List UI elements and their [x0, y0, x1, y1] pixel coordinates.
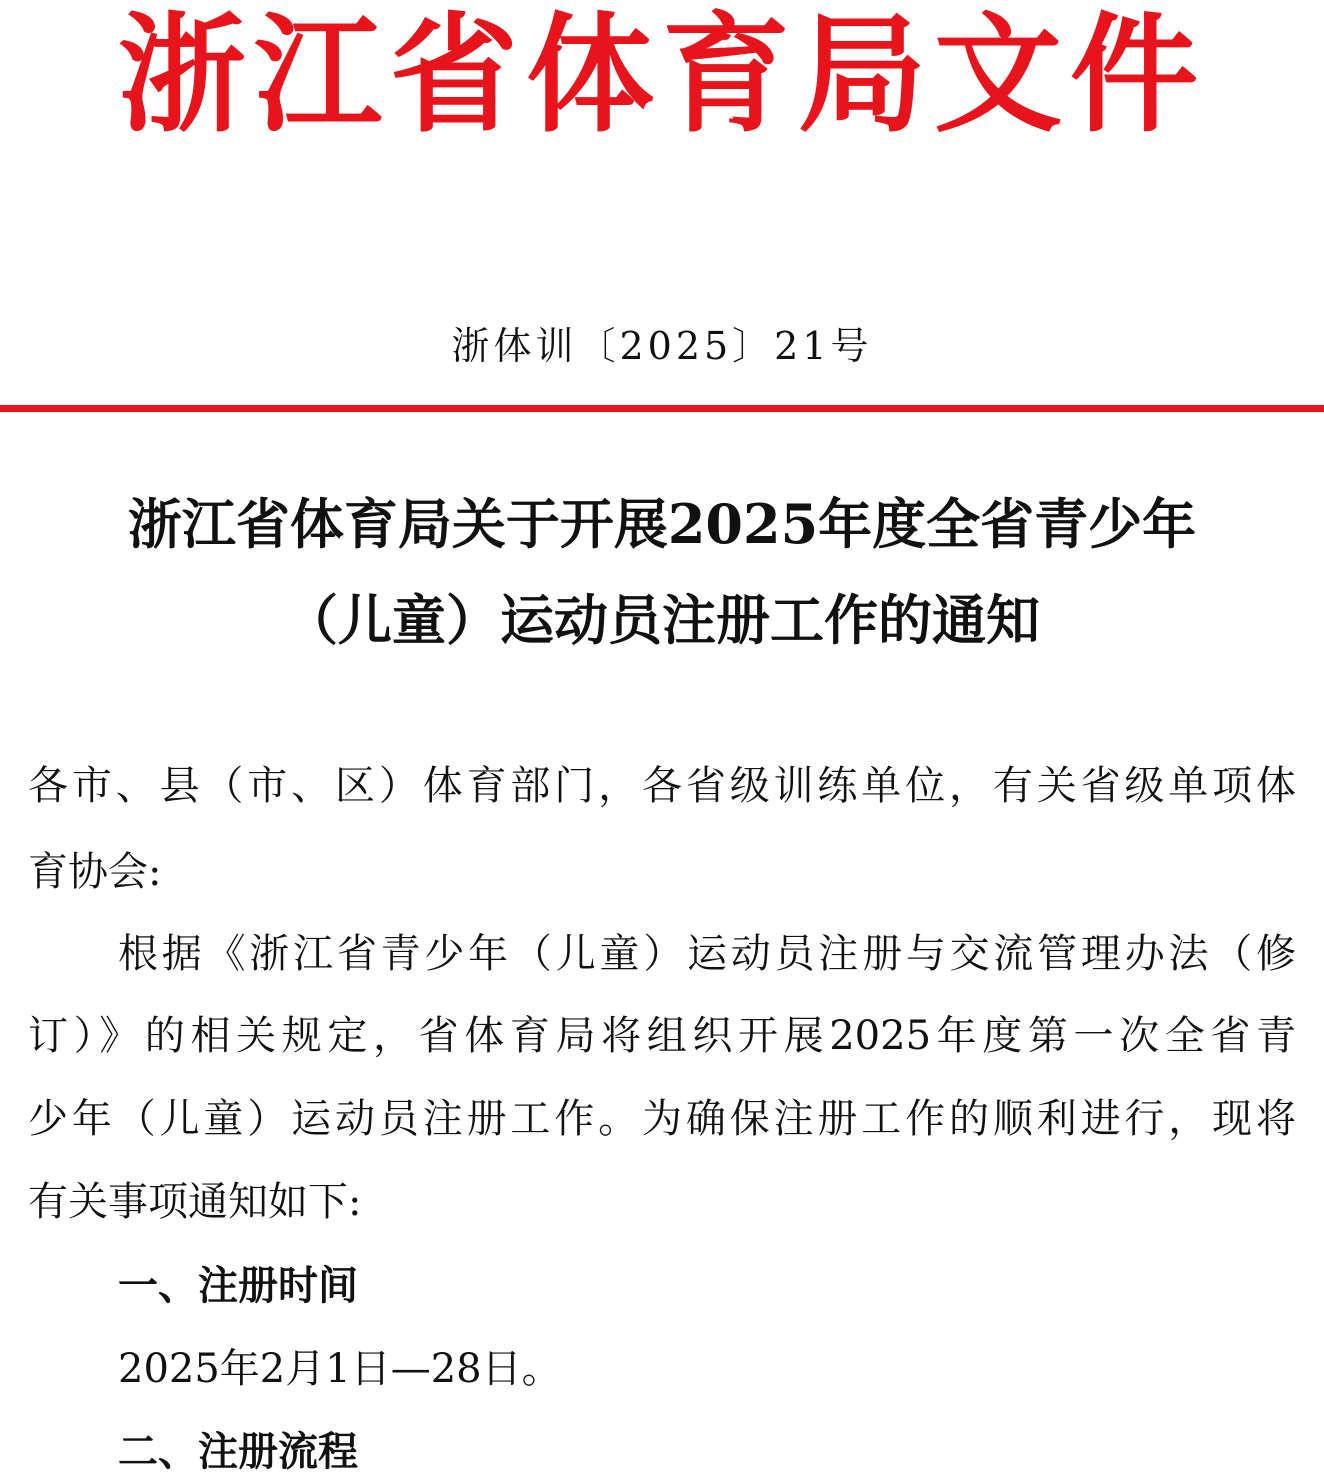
intro-line-1: 根据《浙江省青少年（儿童）运动员注册与交流管理办法（修: [118, 931, 1296, 977]
salutation-line-2: 育协会:: [28, 849, 162, 895]
intro-line-2: 订）》的相关规定，省体育局将组织开展2025年度第一次全省青: [28, 1013, 1296, 1059]
section-heading-registration-time: 一、注册时间: [118, 1263, 358, 1309]
section-heading-registration-process: 二、注册流程: [118, 1429, 358, 1475]
intro-line-3: 少年（儿童）运动员注册工作。为确保注册工作的顺利进行，现将: [28, 1096, 1296, 1142]
registration-time-text: 2025年2月1日—28日。: [118, 1346, 562, 1392]
salutation-line-1: 各市、县（市、区）体育部门，各省级训练单位，有关省级单项体: [28, 763, 1296, 809]
red-divider-rule: [0, 405, 1324, 412]
notice-title-line-2: （儿童）运动员注册工作的通知: [284, 588, 1040, 652]
masthead-title: 浙江省体育局文件: [117, 0, 1206, 150]
document-number: 浙体训〔2025〕21号: [451, 324, 873, 368]
intro-line-4: 有关事项通知如下:: [28, 1179, 362, 1225]
notice-title-line-1: 浙江省体育局关于开展2025年度全省青少年: [127, 492, 1197, 556]
